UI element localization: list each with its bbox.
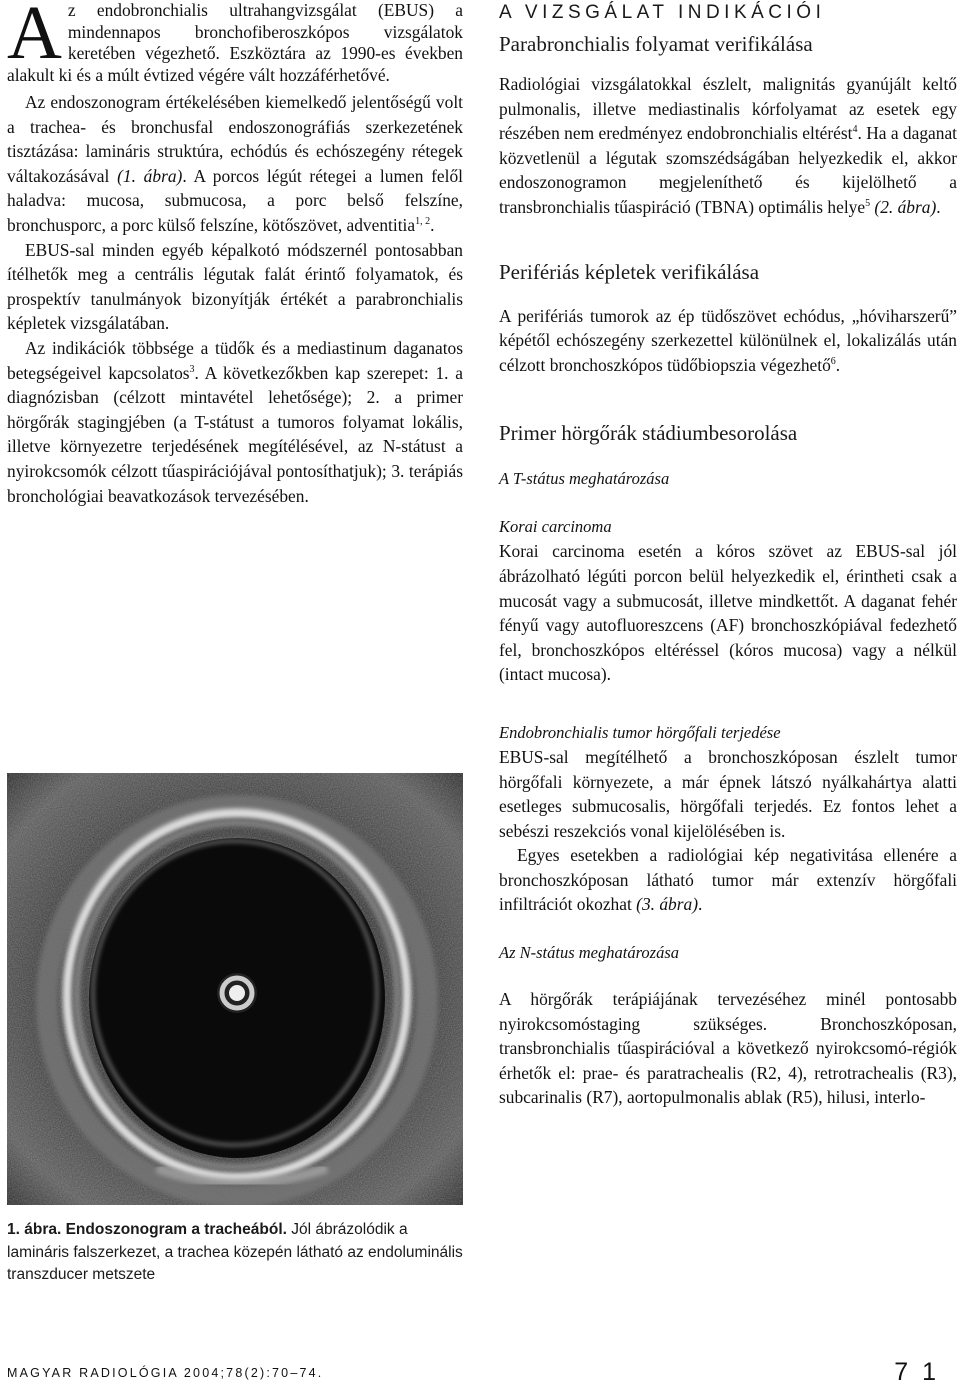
periph-text: A perifériás tumorok az ép tüdőszövet echódus, „hóviharszerű” képétől echószegény szerkezettel különülnek el, lokalizálás után célzott bronchoszkópos tüdőbiopszia végezhető — [499, 305, 957, 375]
heading-t-status: A T-státus meghatározása — [499, 469, 670, 489]
p4-text-a: Az indikációk többsége a tüdők és a mediastinum daganatos betegségeivel kapcsolatos — [7, 337, 463, 383]
paragraph-indications — [7, 336, 463, 508]
figure-label: 1. ábra. — [7, 1221, 62, 1238]
paragraph-parabronchial — [499, 72, 957, 220]
right-column — [499, 0, 957, 1110]
citation-6: 6 — [830, 355, 836, 367]
figure-title: Endoszonogram a tracheából. — [65, 1221, 287, 1238]
page-footer — [7, 1358, 950, 1386]
paragraph-endobronchial-spread: EBUS-sal megítélhető a bronchoszkóposan észlelt tumor hörgőfali környezete, a már épnek látszó nyálkahártya alatti esetleges submucosalis, hörgőfali terjedés. Ez fontos lehet a sebészi reszekciós vonal kijelölésében is. — [499, 746, 957, 841]
endo2-end: . — [697, 894, 703, 915]
heading-staging: Primer hörgőrák stádiumbesorolása — [499, 421, 798, 446]
drop-cap: A — [7, 0, 62, 75]
intro-block — [7, 0, 463, 86]
figure-caption — [7, 1219, 463, 1287]
p2-text-b: . A porcos légút rétegei a lumen felől haladva: mucosa, submucosa, a porc belső felszíne, bronchusporc, a porc külső felszíne, kötőszövet, adventitia — [7, 165, 464, 235]
p2-end: . — [430, 214, 435, 235]
heading-peripheral: Perifériás képletek verifikálása — [499, 259, 760, 284]
endosonogram-figure — [7, 773, 463, 1205]
heading-n-status: Az N-státus meghatározása — [499, 943, 679, 963]
citation-3: 3 — [189, 363, 195, 375]
paragraph-laminar-structure — [7, 90, 463, 238]
citation-4: 4 — [852, 124, 858, 136]
parabronch-end: . — [936, 196, 941, 217]
paragraph-ebus-accuracy: EBUS-sal minden egyéb képalkotó módszernél pontosabban ítélhetők meg a centrális légutak falát érintő folyamatok, és prospektív tanulmányok bizonyítják értékét a parabronchialis képletek vizsgálatában. — [7, 239, 463, 334]
paragraph-n-status: A hörgőrák terápiájának tervezéséhez minél pontosabb nyirokcsomóstaging szükséges. Bronchoszkóposan, transbronchialis tűaspirációval a következő nyirokcsomó-régiók érhetők el: prae- és paratrachealis (R2, 4), retrotrachealis (R3), subcarinalis (R7), aortopulmonalis ablak (R5), hilusi, interlo- — [499, 989, 957, 1108]
figure-ref-3: (3. ábra) — [636, 894, 698, 915]
intro-text: z endobronchialis ultrahangvizsgálat (EBUS) a mindennapos bronchofiberoszkópos vizsgálatok keretében végezhető. Eszköztára az 1990-es években alakult ki és a múlt évtized végére vált hozzáférhetővé. — [7, 0, 463, 85]
parabronch-text-a: Radiológiai vizsgálatokkal észlelt, malignitás gyanújált keltő pulmonalis, illetve mediastinalis kórfolyamat az esetek egy részében nem eredményez endobronchialis eltérést — [499, 74, 957, 144]
p2-text-a: Az endoszonogram értékelésében kiemelkedő jelentőségű volt a trachea- és bronchusfal endoszonográfiás szerkezetének tisztázása: lamináris struktúra, echódús és echószegény rétegek váltakozásával — [7, 92, 463, 186]
left-column — [7, 0, 463, 508]
figure-text: Jól ábrázolódik a lamináris falszerkezet, a trachea közepén látható az endoluminális transzducer metszete — [7, 1221, 463, 1283]
section-title: A VIZSGÁLAT INDIKÁCIÓI — [499, 2, 826, 23]
heading-endobronchial-spread: Endobronchialis tumor hörgőfali terjedése — [499, 722, 781, 742]
parabronch-text-b: . Ha a daganat közvetlenül a légutak szomszédságában helyezkedik el, akkor endoszonogramon megjeleníthető és kijelölhető a transbronchialis tűaspiráció (TBNA) optimális helye — [499, 123, 957, 217]
heading-parabronchial: Parabronchialis folyamat verifikálása — [499, 32, 813, 56]
page-number: 71 — [894, 1358, 950, 1386]
figure-ref-2: (2. ábra) — [870, 196, 937, 217]
endo2-text: Egyes esetekben a radiológiai kép negativitása ellenére a bronchoszkóposan látható tumor már extenzív hörgőfali infiltrációt okozhat — [499, 845, 957, 915]
paragraph-early-carcinoma: Korai carcinoma esetén a kóros szövet az EBUS-sal jól ábrázolható légúti porcon belül helyezkedik el, érintheti csak a mucosát vagy a submucosát, illetve mindkettőt. A daganat fehér fényű vagy autofluoreszcens (AF) bronchoszkópiával fedezhető fel, bronchoszkópos eltéréssel (kóros mucosa) vagy a nélkül (intact mucosa). — [499, 541, 957, 685]
citation-1-2: 1, 2 — [415, 216, 431, 228]
p4-text-b: . A következőkben kap szerepet: 1. a diagnózisban (célzott mintavétel lehetősége); 2. a primer hörgőrák stagingjében (a T-státust a tumoros folyamat lokális, illetve környezetre terjedésének megítélésével, az N-státust a nyirokcsomók célzott tűaspirációjával pontosíthatjuk); 3. terápiás bronchológiai beavatkozások tervezésében. — [7, 362, 463, 506]
endosonogram-image — [7, 773, 463, 1205]
paragraph-radiological-negative — [499, 843, 957, 917]
heading-early-carcinoma: Korai carcinoma — [499, 517, 612, 537]
periph-end: . — [835, 354, 841, 375]
citation-5: 5 — [865, 198, 871, 210]
figure-ref-1: (1. ábra) — [117, 165, 183, 186]
journal-citation: MAGYAR RADIOLÓGIA 2004;78(2):70–74. — [7, 1366, 324, 1380]
intro-paragraph — [7, 0, 463, 86]
paragraph-peripheral — [499, 304, 957, 378]
